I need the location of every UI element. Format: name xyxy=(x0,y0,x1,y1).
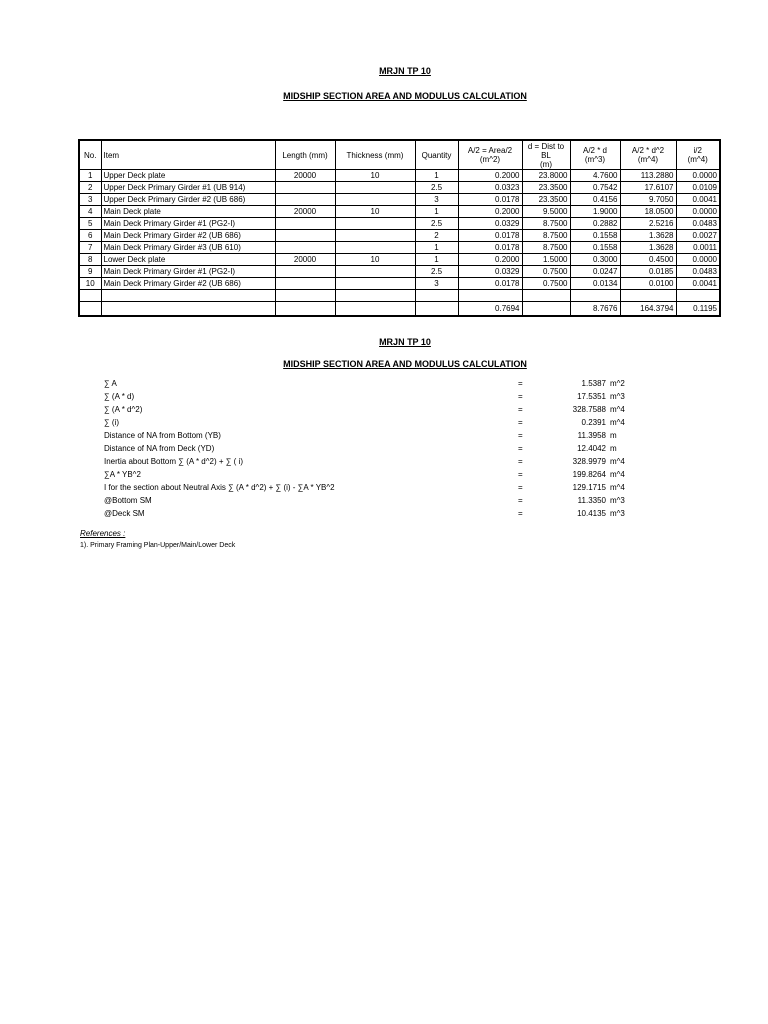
table-header-row xyxy=(79,140,720,170)
table-row xyxy=(79,266,720,278)
summary-value: 11.3958 xyxy=(577,431,606,440)
table-row xyxy=(79,218,720,230)
summary-value: 328.9979 xyxy=(572,457,606,466)
summary-equals: = xyxy=(518,496,523,505)
cell-length xyxy=(275,218,335,230)
summary-value: 129.1715 xyxy=(572,483,606,492)
summary-label: Inertia about Bottom ∑ (A * d^2) + ∑ ( i) xyxy=(104,457,243,466)
col-header-dist xyxy=(522,140,570,170)
summary-value: 1.5387 xyxy=(581,379,606,388)
cell-area: 0.0329 xyxy=(458,218,522,230)
col-header-dist-line2: BL xyxy=(541,150,551,160)
cell-no: 6 xyxy=(79,230,101,242)
col-header-i-line2: (m^4) xyxy=(687,155,708,164)
table-row xyxy=(79,278,720,290)
table-row xyxy=(79,242,720,254)
summary-unit: m^4 xyxy=(610,418,625,427)
summary-label: ∑A * YB^2 xyxy=(104,470,141,479)
cell-dist: 1.5000 xyxy=(522,254,570,266)
summary-row xyxy=(104,468,744,481)
cell-no: 4 xyxy=(79,206,101,218)
total-i: 0.1195 xyxy=(676,302,720,316)
cell-item: Main Deck Primary Girder #2 (UB 686) xyxy=(101,278,275,290)
table-row xyxy=(79,254,720,266)
table-blank-row xyxy=(79,290,720,302)
cell-quantity: 2.5 xyxy=(415,182,458,194)
cell-quantity: 1 xyxy=(415,170,458,182)
cell-length: 20000 xyxy=(275,254,335,266)
cell-quantity: 1 xyxy=(415,254,458,266)
cell-i: 0.0483 xyxy=(676,218,720,230)
cell-quantity: 2 xyxy=(415,230,458,242)
cell-dist: 8.7500 xyxy=(522,230,570,242)
cell-ad: 0.0134 xyxy=(570,278,620,290)
table-row xyxy=(79,230,720,242)
summary-row xyxy=(104,377,744,390)
cell-quantity: 1 xyxy=(415,242,458,254)
summary-unit: m xyxy=(610,444,617,453)
cell-ad2: 113.2880 xyxy=(620,170,676,182)
cell-area: 0.2000 xyxy=(458,254,522,266)
cell-dist: 0.7500 xyxy=(522,266,570,278)
cell-i: 0.0483 xyxy=(676,266,720,278)
cell-thickness xyxy=(335,278,415,290)
summary-row xyxy=(104,416,744,429)
summary-row xyxy=(104,390,744,403)
summary-label: ∑ (A * d) xyxy=(104,392,135,401)
summary-equals: = xyxy=(518,405,523,414)
cell-dist: 23.8000 xyxy=(522,170,570,182)
cell-ad2: 2.5216 xyxy=(620,218,676,230)
cell-no: 8 xyxy=(79,254,101,266)
cell-ad2: 0.4500 xyxy=(620,254,676,266)
cell-quantity: 2.5 xyxy=(415,218,458,230)
summary-value: 0.2391 xyxy=(581,418,606,427)
col-header-item: Item xyxy=(101,140,275,170)
section-table xyxy=(78,139,721,317)
summary-label: I for the section about Neutral Axis ∑ (A * d^2) + ∑ (i) - ∑A * YB^2 xyxy=(104,483,335,492)
summary-equals: = xyxy=(518,379,523,388)
cell-ad: 0.0247 xyxy=(570,266,620,278)
summary-label: Distance of NA from Bottom (YB) xyxy=(104,431,221,440)
cell-i: 0.0027 xyxy=(676,230,720,242)
col-header-no: No. xyxy=(79,140,101,170)
cell-i: 0.0000 xyxy=(676,206,720,218)
summary-unit: m^4 xyxy=(610,405,625,414)
table-row xyxy=(79,170,720,182)
cell-ad: 4.7600 xyxy=(570,170,620,182)
cell-area: 0.0323 xyxy=(458,182,522,194)
table-row xyxy=(79,194,720,206)
cell-dist: 0.7500 xyxy=(522,278,570,290)
cell-area: 0.0178 xyxy=(458,278,522,290)
cell-thickness: 10 xyxy=(335,254,415,266)
cell-no: 10 xyxy=(79,278,101,290)
cell-ad2: 9.7050 xyxy=(620,194,676,206)
summary-equals: = xyxy=(518,457,523,466)
summary-unit: m^2 xyxy=(610,379,625,388)
cell-ad: 0.1558 xyxy=(570,242,620,254)
cell-ad2: 1.3628 xyxy=(620,242,676,254)
col-header-ad xyxy=(570,140,620,170)
summary-equals: = xyxy=(518,509,523,518)
cell-area: 0.0178 xyxy=(458,242,522,254)
summary-row xyxy=(104,507,744,520)
cell-item: Main Deck Primary Girder #2 (UB 686) xyxy=(101,230,275,242)
document-title: MIDSHIP SECTION AREA AND MODULUS CALCULATION xyxy=(283,91,527,101)
summary-equals: = xyxy=(518,431,523,440)
cell-no: 5 xyxy=(79,218,101,230)
cell-quantity: 2.5 xyxy=(415,266,458,278)
cell-item: Main Deck Primary Girder #1 (PG2-I) xyxy=(101,218,275,230)
col-header-ad2-line2: (m^4) xyxy=(637,155,659,164)
cell-length xyxy=(275,266,335,278)
cell-thickness xyxy=(335,230,415,242)
document-code: MRJN TP 10 xyxy=(379,66,431,76)
cell-area: 0.0178 xyxy=(458,194,522,206)
cell-ad: 0.7542 xyxy=(570,182,620,194)
table-row xyxy=(79,182,720,194)
summary-equals: = xyxy=(518,470,523,479)
col-header-ad2 xyxy=(620,140,676,170)
cell-thickness xyxy=(335,182,415,194)
cell-area: 0.2000 xyxy=(458,206,522,218)
cell-thickness: 10 xyxy=(335,170,415,182)
cell-item: Upper Deck Primary Girder #1 (UB 914) xyxy=(101,182,275,194)
cell-ad: 0.2882 xyxy=(570,218,620,230)
cell-no: 1 xyxy=(79,170,101,182)
summary-value: 17.5351 xyxy=(577,392,606,401)
total-area: 0.7694 xyxy=(458,302,522,316)
cell-quantity: 3 xyxy=(415,278,458,290)
cell-area: 0.0329 xyxy=(458,266,522,278)
table-totals-row xyxy=(79,302,720,316)
cell-area: 0.2000 xyxy=(458,170,522,182)
cell-ad: 1.9000 xyxy=(570,206,620,218)
col-header-i xyxy=(676,140,720,170)
cell-ad: 0.3000 xyxy=(570,254,620,266)
col-header-thickness: Thickness (mm) xyxy=(335,140,415,170)
cell-no: 2 xyxy=(79,182,101,194)
cell-item: Lower Deck plate xyxy=(101,254,275,266)
cell-thickness xyxy=(335,242,415,254)
summary-value: 328.7588 xyxy=(572,405,606,414)
cell-dist: 8.7500 xyxy=(522,218,570,230)
cell-ad: 0.4156 xyxy=(570,194,620,206)
cell-dist: 23.3500 xyxy=(522,194,570,206)
summary-label: ∑ (i) xyxy=(104,418,120,427)
summary-unit: m^4 xyxy=(610,483,625,492)
summary-unit: m^3 xyxy=(610,392,625,401)
cell-dist: 9.5000 xyxy=(522,206,570,218)
cell-i: 0.0000 xyxy=(676,170,720,182)
cell-ad2: 1.3628 xyxy=(620,230,676,242)
col-header-length: Length (mm) xyxy=(275,140,335,170)
cell-item: Main Deck plate xyxy=(101,206,275,218)
cell-item: Upper Deck plate xyxy=(101,170,275,182)
cell-length xyxy=(275,242,335,254)
cell-ad2: 17.6107 xyxy=(620,182,676,194)
cell-ad: 0.1558 xyxy=(570,230,620,242)
cell-i: 0.0041 xyxy=(676,278,720,290)
summary-unit: m xyxy=(610,431,617,440)
references-heading: References : xyxy=(80,529,126,538)
cell-length xyxy=(275,278,335,290)
document-title-2: MIDSHIP SECTION AREA AND MODULUS CALCULATION xyxy=(283,359,527,369)
cell-i: 0.0011 xyxy=(676,242,720,254)
cell-dist: 23.3500 xyxy=(522,182,570,194)
cell-ad2: 0.0100 xyxy=(620,278,676,290)
summary-row xyxy=(104,455,744,468)
document-code-2: MRJN TP 10 xyxy=(379,337,431,347)
col-header-ad2-line1: A/2 * d^2 xyxy=(631,146,665,155)
col-header-area xyxy=(458,140,522,170)
cell-ad2: 18.0500 xyxy=(620,206,676,218)
summary-row xyxy=(104,442,744,455)
cell-ad2: 0.0185 xyxy=(620,266,676,278)
col-header-ad-line2: (m^3) xyxy=(584,155,606,164)
col-header-dist-line1: d = Dist to xyxy=(527,141,565,151)
cell-i: 0.0000 xyxy=(676,254,720,266)
summary-equals: = xyxy=(518,418,523,427)
cell-no: 9 xyxy=(79,266,101,278)
summary-unit: m^4 xyxy=(610,457,625,466)
summary-label: @Bottom SM xyxy=(104,496,152,505)
cell-length xyxy=(275,230,335,242)
cell-i: 0.0109 xyxy=(676,182,720,194)
summary-equals: = xyxy=(518,444,523,453)
summary-value: 199.8264 xyxy=(572,470,606,479)
summary-label: @Deck SM xyxy=(104,509,145,518)
col-header-area-line2: (m^2) xyxy=(479,155,501,164)
col-header-i-line1: i/2 xyxy=(693,146,702,155)
cell-length xyxy=(275,194,335,206)
summary-row xyxy=(104,429,744,442)
cell-length: 20000 xyxy=(275,170,335,182)
summary-row xyxy=(104,403,744,416)
cell-quantity: 1 xyxy=(415,206,458,218)
col-header-ad-line1: A/2 * d xyxy=(582,146,607,155)
col-header-quantity: Quantity xyxy=(415,140,458,170)
summary-label: ∑ (A * d^2) xyxy=(104,405,143,414)
cell-length xyxy=(275,182,335,194)
table-row xyxy=(79,206,720,218)
col-header-area-line1: A/2 = Area/2 xyxy=(467,146,513,155)
summary-unit: m^4 xyxy=(610,470,625,479)
summary-row xyxy=(104,481,744,494)
reference-item: 1). Primary Framing Plan-Upper/Main/Lower Deck xyxy=(80,542,236,549)
cell-item: Main Deck Primary Girder #3 (UB 610) xyxy=(101,242,275,254)
summary-value: 12.4042 xyxy=(577,444,606,453)
cell-thickness: 10 xyxy=(335,206,415,218)
cell-no: 3 xyxy=(79,194,101,206)
cell-no: 7 xyxy=(79,242,101,254)
cell-dist: 8.7500 xyxy=(522,242,570,254)
cell-item: Main Deck Primary Girder #1 (PG2-I) xyxy=(101,266,275,278)
cell-i: 0.0041 xyxy=(676,194,720,206)
summary-value: 11.3350 xyxy=(577,496,606,505)
summary-row xyxy=(104,494,744,507)
total-ad: 8.7676 xyxy=(570,302,620,316)
summary-label: ∑ A xyxy=(104,379,117,388)
cell-length: 20000 xyxy=(275,206,335,218)
cell-item: Upper Deck Primary Girder #2 (UB 686) xyxy=(101,194,275,206)
summary-label: Distance of NA from Deck (YD) xyxy=(104,444,215,453)
summary-unit: m^3 xyxy=(610,496,625,505)
cell-area: 0.0178 xyxy=(458,230,522,242)
cell-thickness xyxy=(335,266,415,278)
cell-thickness xyxy=(335,194,415,206)
cell-thickness xyxy=(335,218,415,230)
cell-quantity: 3 xyxy=(415,194,458,206)
total-ad2: 164.3794 xyxy=(620,302,676,316)
summary-unit: m^3 xyxy=(610,509,625,518)
col-header-dist-line3: (m) xyxy=(540,159,552,169)
summary-value: 10.4135 xyxy=(577,509,606,518)
summary-equals: = xyxy=(518,483,523,492)
summary-equals: = xyxy=(518,392,523,401)
